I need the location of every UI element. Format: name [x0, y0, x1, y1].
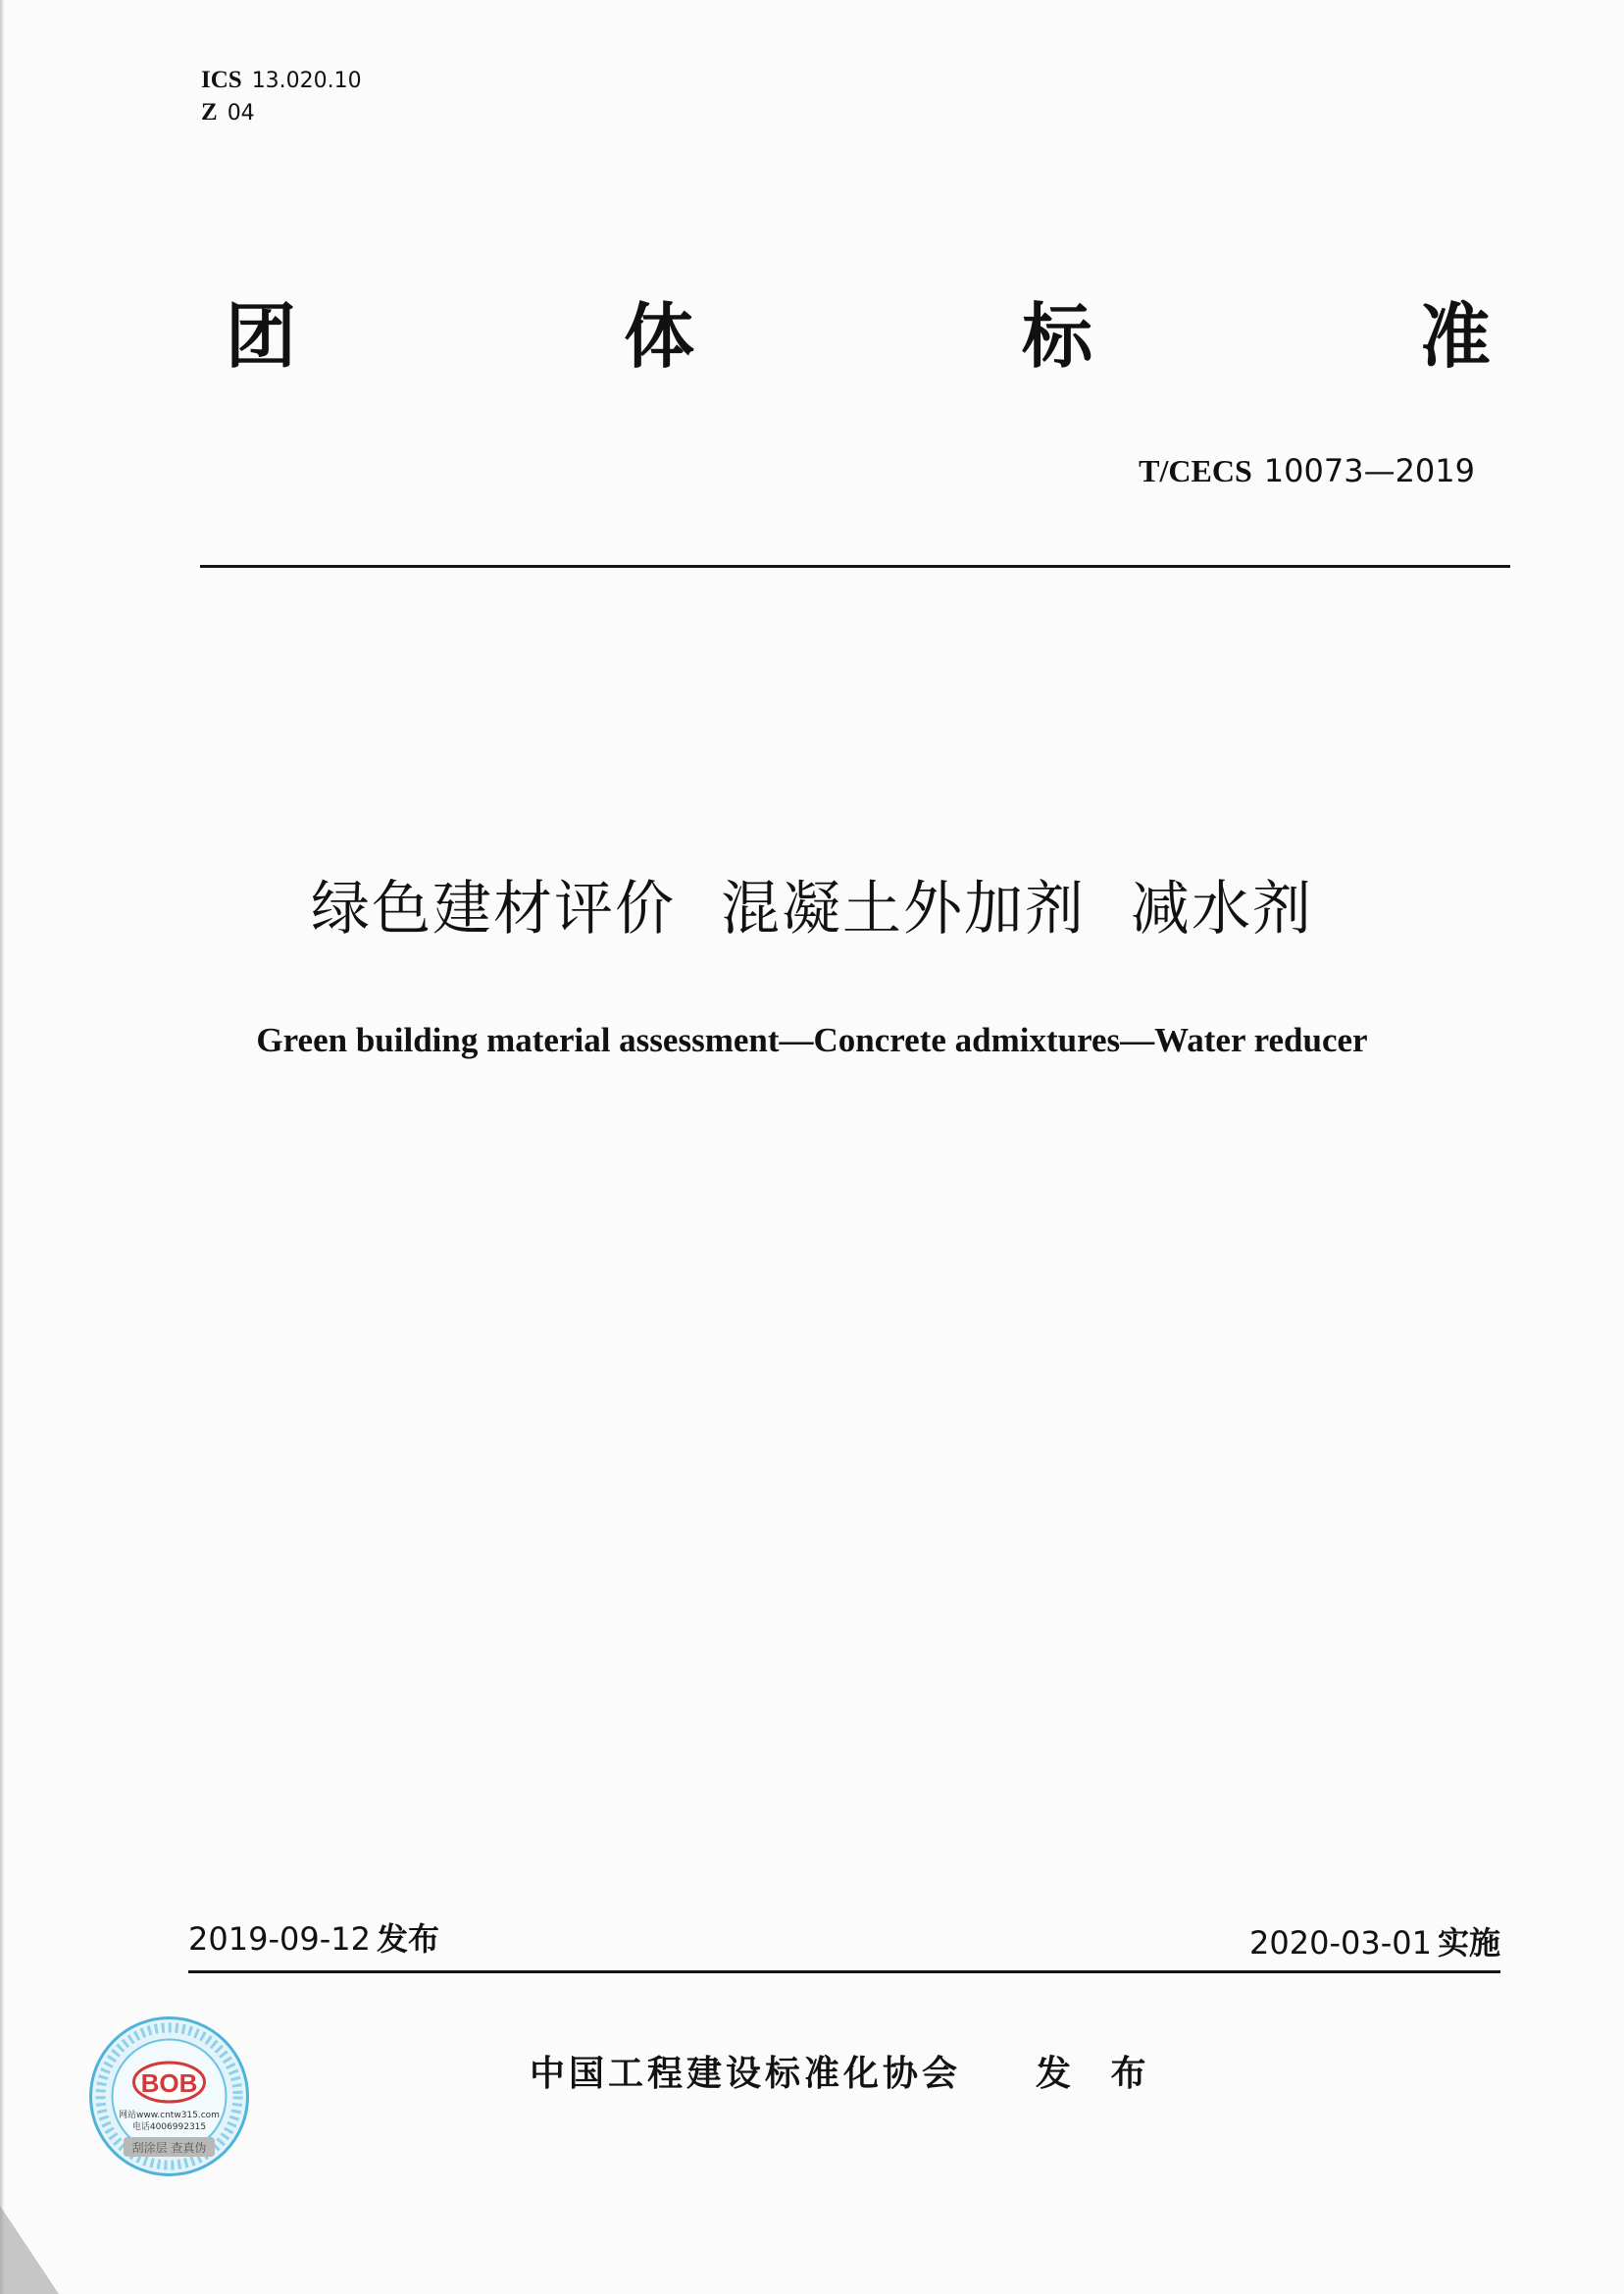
publisher-action: 发 布 — [1036, 2054, 1160, 2094]
standard-number-value: 10073—2019 — [1263, 452, 1475, 489]
implementation-date-line — [1249, 1922, 1500, 1963]
scan-page-edge — [0, 0, 4, 2294]
standard-type-char: 体 — [623, 295, 694, 378]
publisher-name: 中国工程建设标准化协会 — [530, 2054, 962, 2094]
seal-scratch-label: 刮涂层 查真伪 — [131, 2141, 207, 2155]
chinese-title — [0, 870, 1624, 948]
publisher-line — [530, 2050, 1160, 2099]
standard-type-char: 团 — [226, 295, 297, 378]
standard-type-heading — [226, 292, 1491, 381]
ics-code: 13.020.10 — [251, 69, 362, 93]
english-title: Green building material assessment—Concrete admixtures—Water reducer — [256, 1021, 1368, 1059]
implementation-action: 实施 — [1437, 1924, 1500, 1962]
chinese-title-part: 减水剂 — [1131, 875, 1313, 943]
implementation-date: 2020-03-01 — [1249, 1924, 1432, 1962]
ccs-line — [201, 97, 362, 129]
ics-line — [201, 65, 362, 97]
ics-label: ICS — [201, 67, 242, 93]
seal-phone: 电话4006992315 — [131, 2122, 207, 2132]
issue-action: 发布 — [376, 1920, 439, 1958]
standard-type-char: 标 — [1021, 295, 1092, 378]
anti-counterfeit-seal-icon — [88, 2015, 250, 2177]
issue-date: 2019-09-12 — [188, 1920, 371, 1958]
seal-logo: BOB — [140, 2068, 198, 2098]
chinese-title-part: 绿色建材评价 — [311, 875, 676, 943]
standard-type-char: 准 — [1419, 295, 1491, 378]
header-divider — [200, 565, 1510, 568]
ccs-code: 04 — [227, 101, 255, 126]
classification-codes — [201, 65, 362, 129]
chinese-title-part: 混凝土外加剂 — [721, 875, 1086, 943]
footer-divider — [188, 1970, 1500, 1973]
scan-corner-fold — [0, 2206, 59, 2294]
standard-number-prefix: T/CECS — [1139, 453, 1252, 488]
seal-website: 网站www.cntw315.com — [119, 2111, 220, 2120]
issue-date-line — [188, 1918, 439, 1960]
standard-number — [1139, 451, 1475, 490]
ccs-label: Z — [201, 99, 218, 126]
